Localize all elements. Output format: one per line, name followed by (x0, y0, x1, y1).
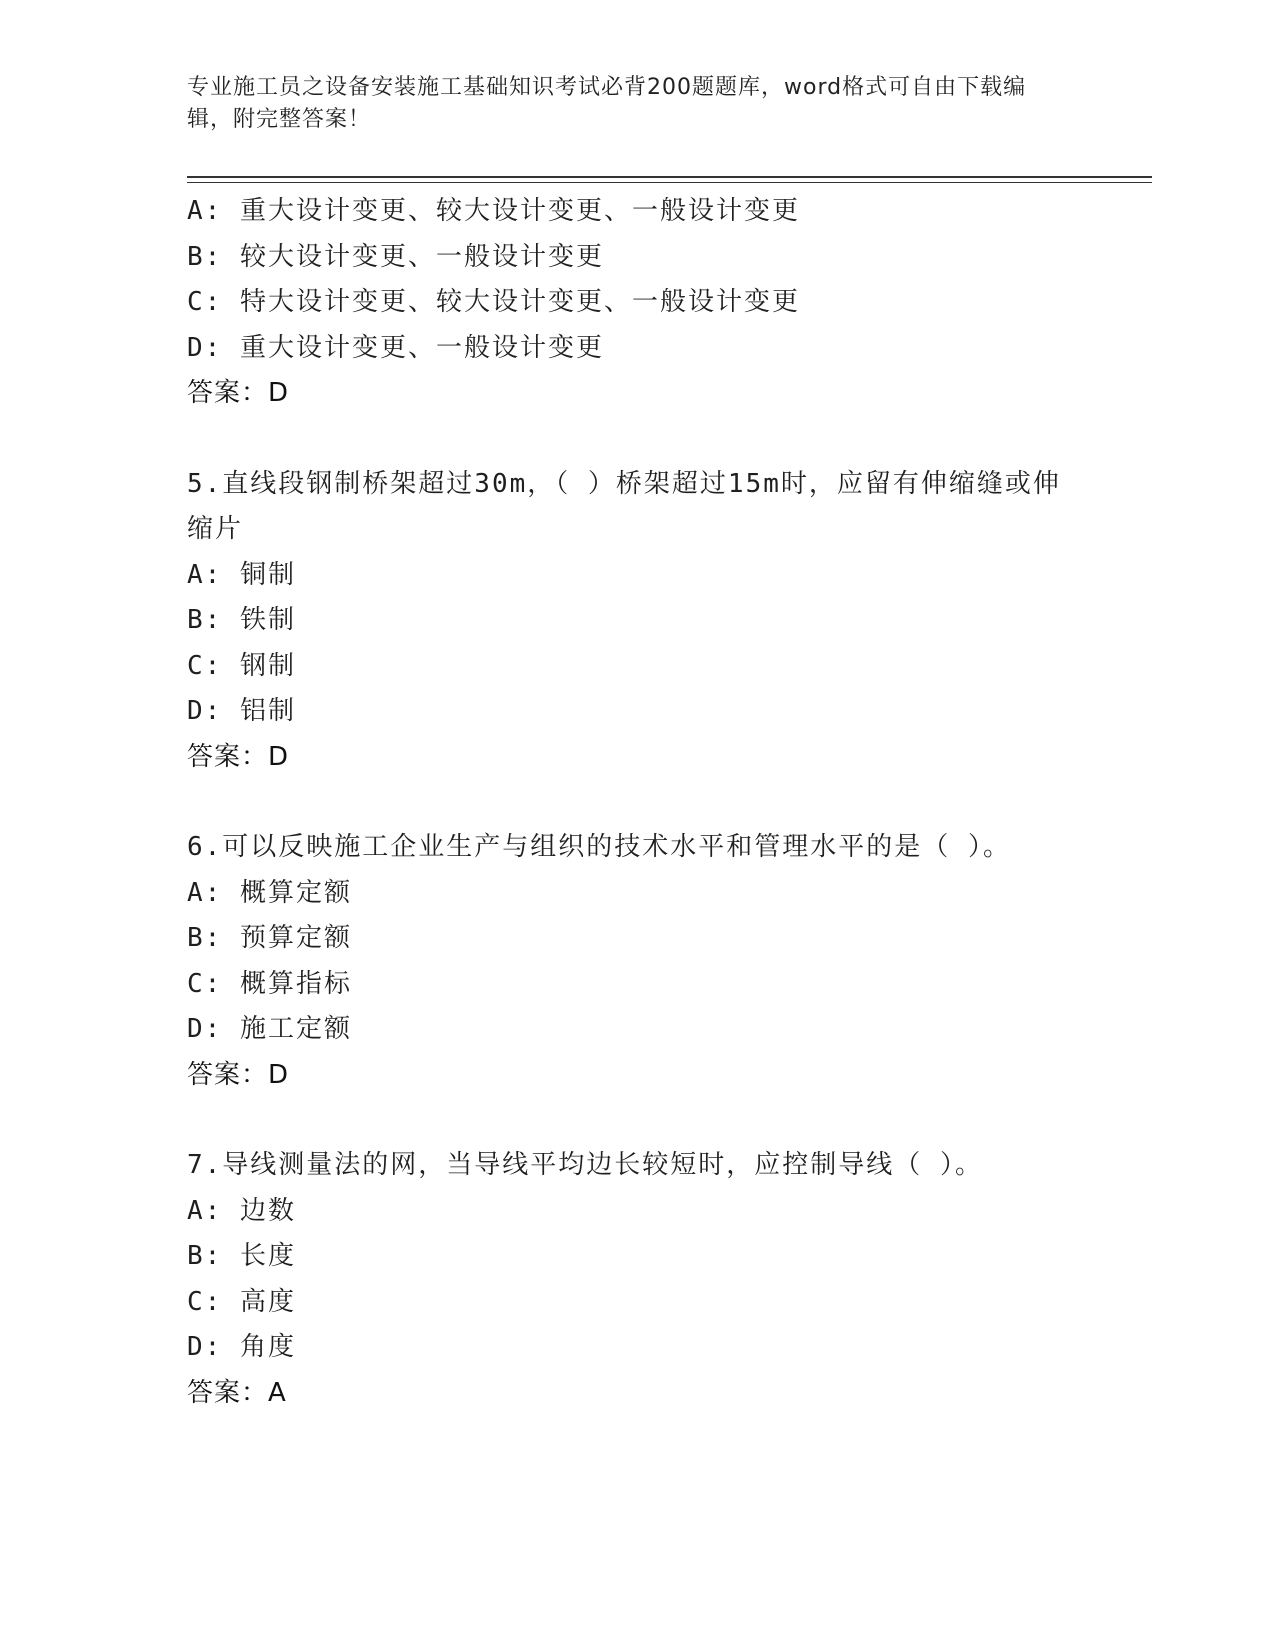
option-a: A: 重大设计变更、较大设计变更、一般设计变更 (187, 196, 800, 226)
question-text: 5.直线段钢制桥架超过30m，（ ）桥架超过15m时，应留有伸缩缝或伸缩片 (187, 468, 1061, 544)
option-b: B: 较大设计变更、一般设计变更 (187, 241, 604, 272)
option-c: C: 概算指标 (187, 968, 352, 999)
document-header: 专业施工员之设备安装施工基础知识考试必背200题题库，word格式可自由下载编辑，附完整答案！ (187, 75, 1027, 132)
option-d: D: 重大设计变更、一般设计变更 (187, 332, 604, 363)
option-a: A: 概算定额 (187, 877, 352, 908)
answer-label: 答案：D (187, 378, 290, 408)
option-b: B: 铁制 (187, 605, 296, 635)
spacer (187, 417, 1087, 462)
option-b: B: 预算定额 (187, 923, 352, 953)
option-a: A: 铜制 (187, 559, 296, 590)
question-text: 6.可以反映施工企业生产与组织的技术水平和管理水平的是（ ）。 (187, 832, 1011, 862)
question-block-4 (187, 189, 1087, 417)
option-d: D: 施工定额 (187, 1014, 352, 1044)
option-c: C: 高度 (187, 1286, 296, 1317)
answer-label: 答案：D (187, 1059, 290, 1090)
header-divider-thick (187, 176, 1152, 178)
header-divider-thin (187, 182, 1152, 183)
question-list (187, 189, 1087, 1416)
question-block-6 (187, 825, 1087, 1098)
question-text: 7.导线测量法的网，当导线平均边长较短时，应控制导线（ ）。 (187, 1150, 983, 1180)
question-block-7 (187, 1143, 1087, 1416)
spacer (187, 780, 1087, 825)
answer-label: 答案：A (187, 1377, 287, 1408)
question-block-5 (187, 462, 1087, 781)
option-c: C: 钢制 (187, 650, 296, 681)
option-a: A: 边数 (187, 1195, 296, 1226)
option-d: D: 角度 (187, 1332, 296, 1362)
option-b: B: 长度 (187, 1241, 296, 1271)
spacer (187, 1098, 1087, 1143)
answer-label: 答案：D (187, 741, 290, 772)
option-d: D: 铝制 (187, 696, 296, 726)
option-c: C: 特大设计变更、较大设计变更、一般设计变更 (187, 287, 800, 317)
